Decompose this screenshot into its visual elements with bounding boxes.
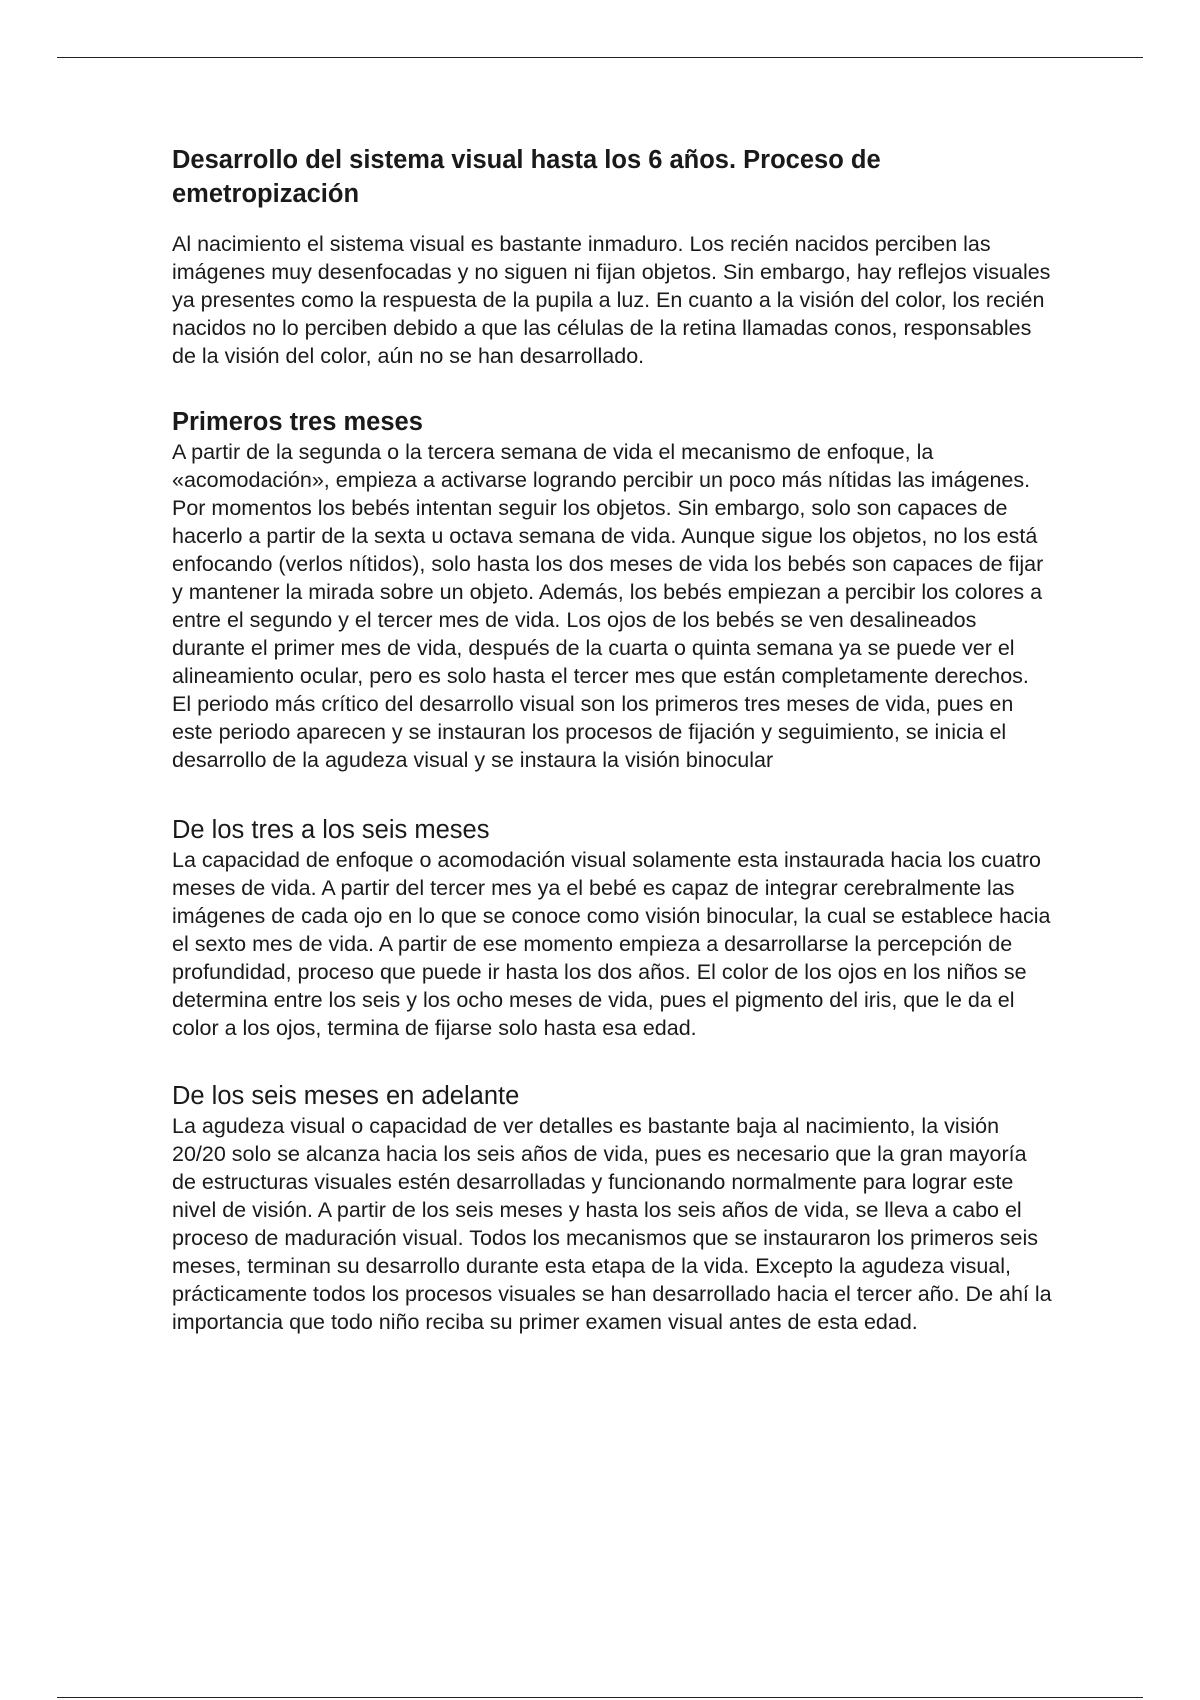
section-body-primeros-tres-meses: A partir de la segunda o la tercera semana de vida el mecanismo de enfoque, la «acomodación», empieza a activarse logrando percibir un poco más nítidas las imágenes. Por momentos los bebés intentan seguir los objetos. Sin embargo, solo son capaces de hacerlo a partir de la sexta u octava semana de vida. Aunque sigue los objetos, no los está enfocando (verlos nítidos), solo hasta los dos meses de vida los bebés son capaces de fijar y mantener la mirada sobre un objeto. Además, los bebés empiezan a percibir los colores a entre el segundo y el tercer mes de vida. Los ojos de los bebés se ven desalineados durante el primer mes de vida, después de la cuarta o quinta semana ya se puede ver el alineamiento ocular, pero es solo hasta el tercer mes que están completamente derechos. El periodo más crítico del desarrollo visual son los primeros tres meses de vida, pues en este periodo aparecen y se instauran los procesos de fijación y seguimiento, se inicia el desarrollo de la agudeza visual y se instaura la visión binocular (172, 440, 1044, 772)
section-heading-primeros-tres-meses: Primeros tres meses (172, 408, 423, 436)
section-body-seis-meses-en-adelante: La agudeza visual o capacidad de ver detalles es bastante baja al nacimiento, la visión 20/20 solo se alcanza hacia los seis años de vida, pues es necesario que la gran mayoría de estructuras visuales estén desarrolladas y funcionando normalmente para lograr este nivel de visión. A partir de los seis meses y hasta los seis años de vida, se lleva a cabo el proceso de maduración visual. Todos los mecanismos que se instauraron los primeros seis meses, terminan su desarrollo durante esta etapa de la vida. Excepto la agudeza visual, prácticamente todos los procesos visuales se han desarrollado hacia el tercer año. De ahí la importancia que todo niño reciba su primer examen visual antes de esta edad. (172, 1114, 1052, 1334)
document-title: Desarrollo del sistema visual hasta los 6 años. Proceso de emetropización (172, 146, 881, 208)
intro-paragraph: Al nacimiento el sistema visual es bastante inmaduro. Los recién nacidos perciben las imágenes muy desenfocadas y no siguen ni fijan objetos. Sin embargo, hay reflejos visuales ya presentes como la respuesta de la pupila a luz. En cuanto a la visión del color, los recién nacidos no lo perciben debido a que las células de la retina llamadas conos, responsables de la visión del color, aún no se han desarrollado. (172, 232, 1051, 368)
footer-rule (57, 1697, 1143, 1698)
section-body-tres-a-seis-meses: La capacidad de enfoque o acomodación visual solamente esta instaurada hacia los cuatro meses de vida. A partir del tercer mes ya el bebé es capaz de integrar cerebralmente las imágenes de cada ojo en lo que se conoce como visión binocular, la cual se establece hacia el sexto mes de vida. A partir de ese momento empieza a desarrollarse la percepción de profundidad, proceso que puede ir hasta los dos años. El color de los ojos en los niños se determina entre los seis y los ocho meses de vida, pues el pigmento del iris, que le da el color a los ojos, termina de fijarse solo hasta esa edad. (172, 848, 1051, 1040)
document-body (172, 143, 1052, 1336)
section-heading-tres-a-seis-meses: De los tres a los seis meses (172, 816, 490, 844)
header-rule (57, 57, 1143, 58)
section-heading-seis-meses-en-adelante: De los seis meses en adelante (172, 1082, 520, 1110)
